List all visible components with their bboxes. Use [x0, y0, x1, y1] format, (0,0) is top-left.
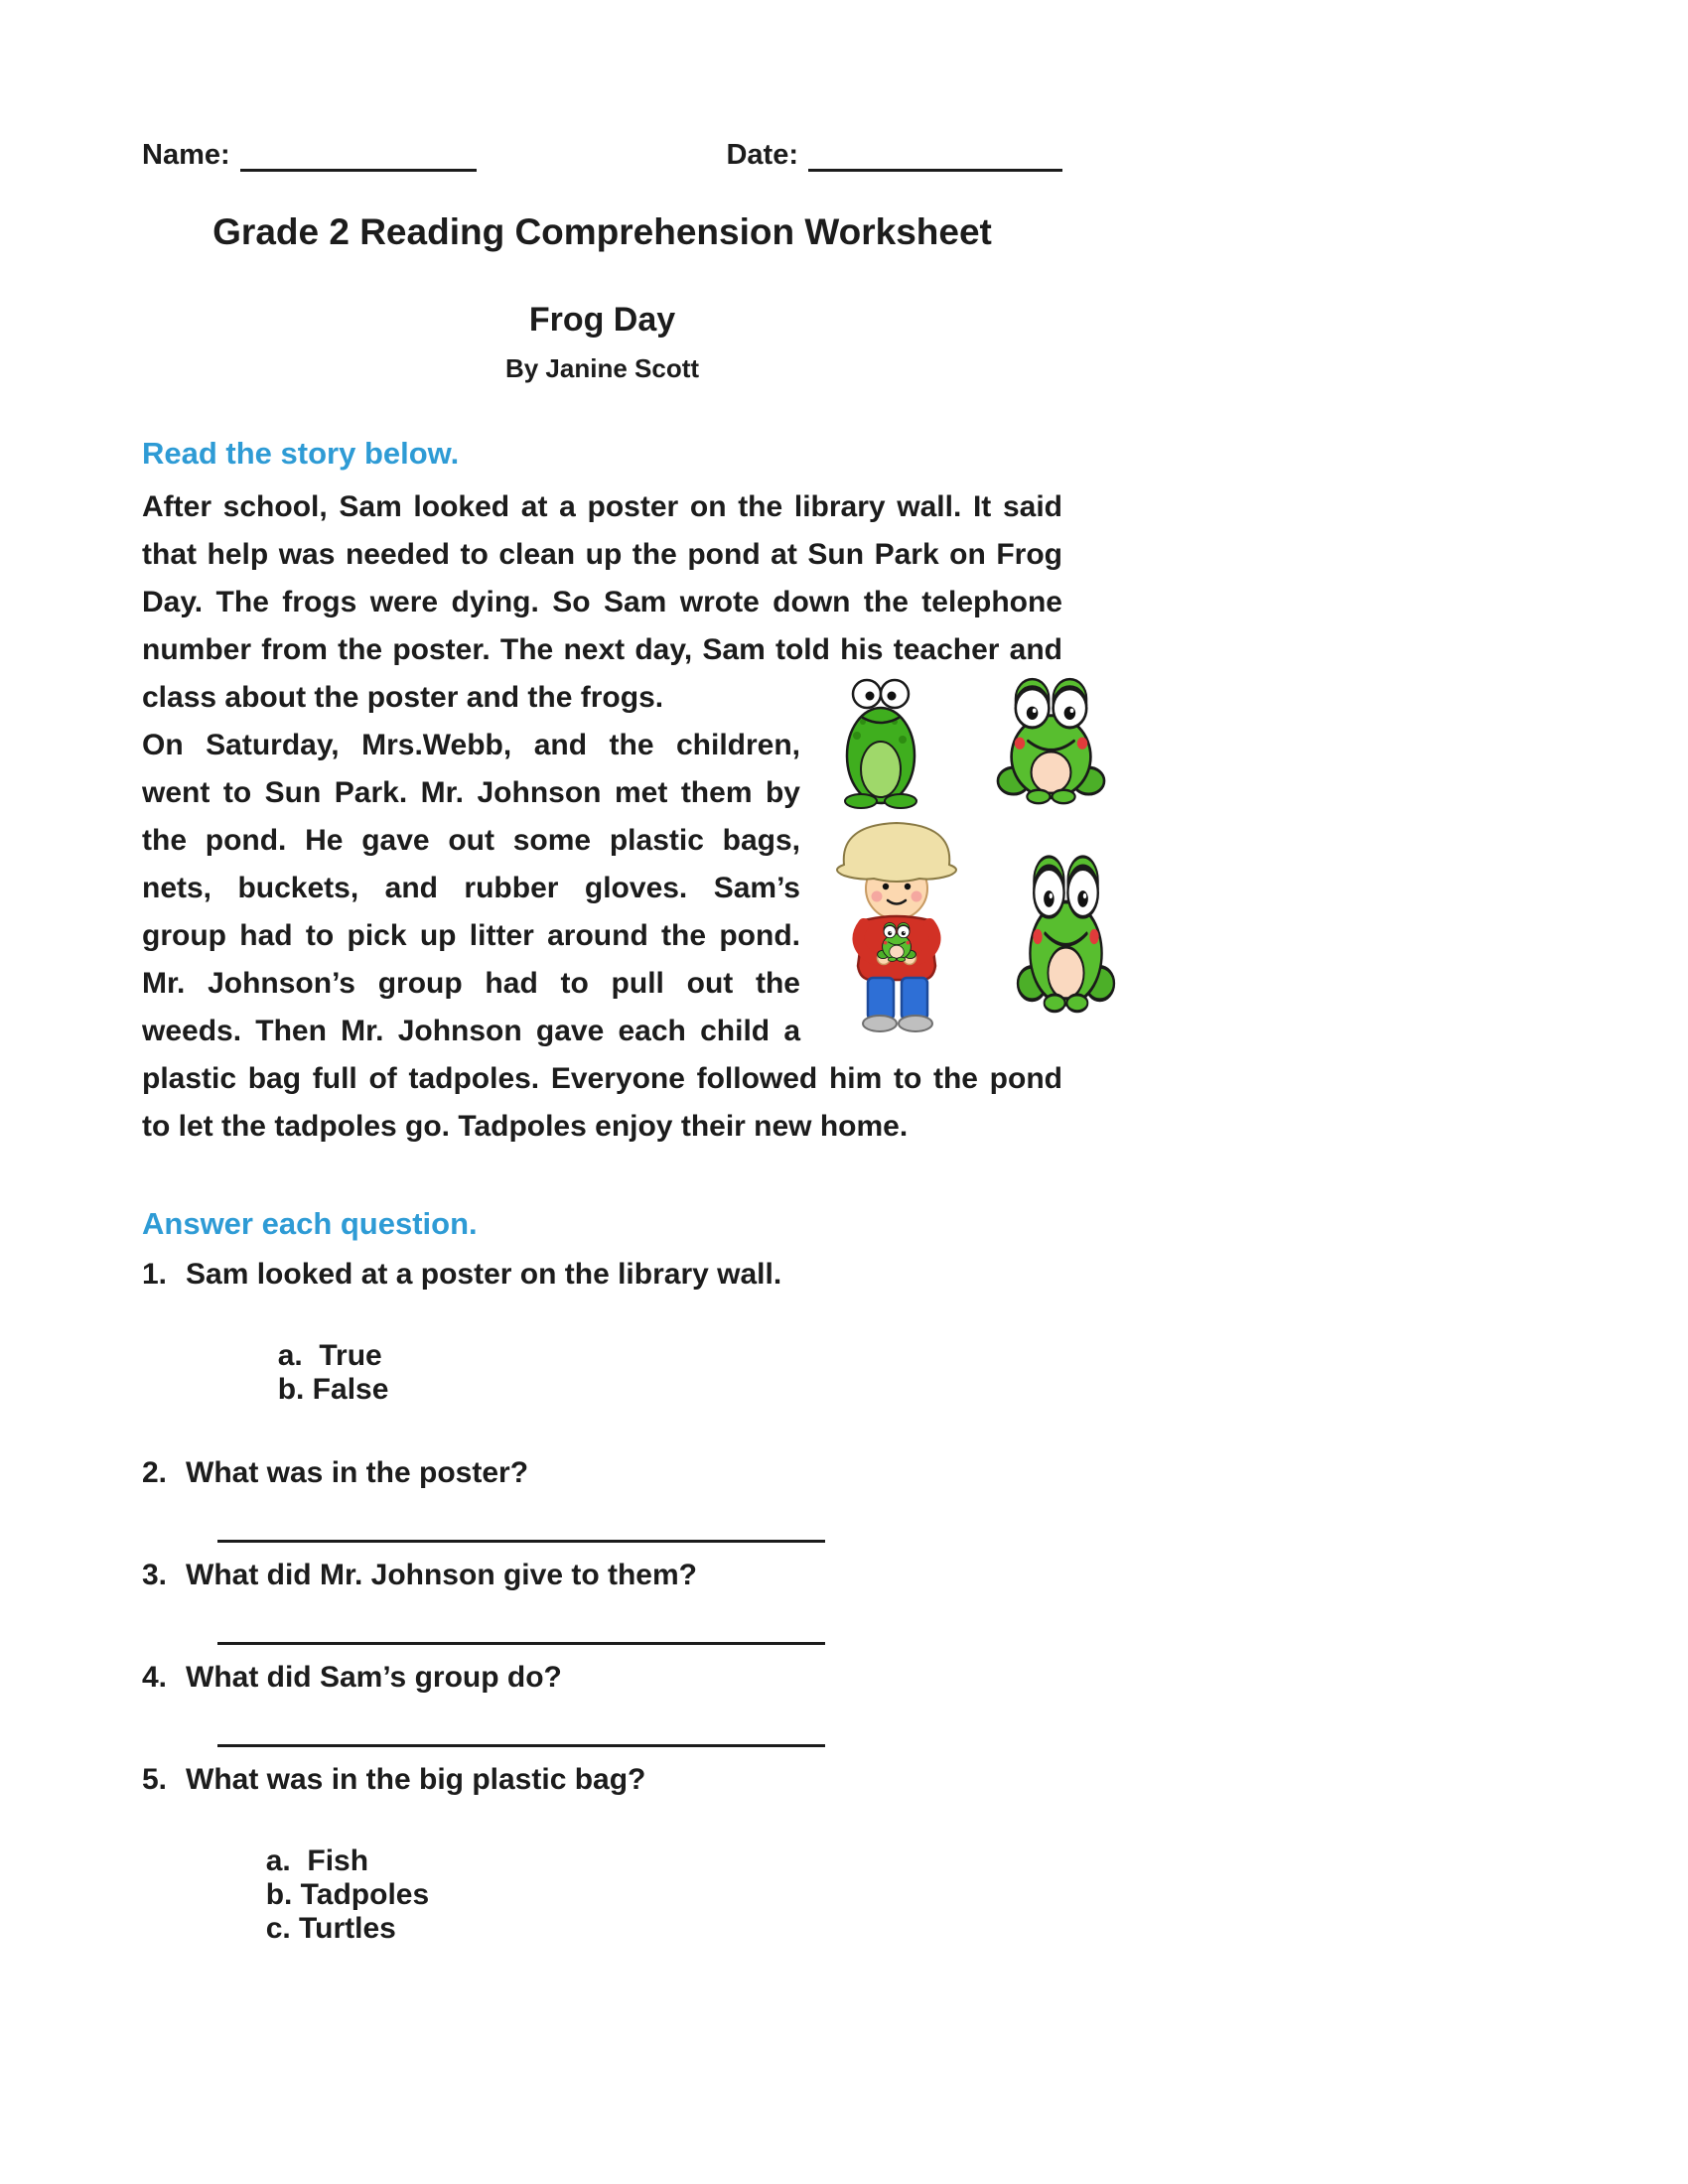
- story-text-part1: After school, Sam looked at a poster on the library wall. It said that help was needed to clean up the pond at Sun Park on Frog Day. The frogs were dying. So Sam wrote down the telephone number from the poster. The next day, Sam told his teacher and class about the poster and the frogs.: [142, 490, 1062, 714]
- question-1-option-b: b. False: [277, 1373, 389, 1406]
- question-4-answer-line: [217, 1742, 825, 1747]
- worksheet-page: [142, 139, 1062, 1979]
- sitting-frog-illustration-bottom: [1018, 857, 1114, 1012]
- question-list: [142, 1258, 1062, 1979]
- question-1-option-a: a. True: [277, 1339, 382, 1372]
- question-4-text: What did Sam’s group do?: [186, 1661, 562, 1694]
- name-group: [142, 139, 477, 172]
- date-blank-line: [808, 143, 1062, 172]
- question-1-text: Sam looked at a poster on the library wall.: [186, 1258, 782, 1291]
- question-2: [142, 1456, 1062, 1543]
- question-3-answer-line: [217, 1640, 825, 1645]
- question-1-number: 1.: [142, 1258, 168, 1291]
- story-text-part2: On Saturday, Mrs.Webb, and the children, went to Sun Park. Mr. Johnson met them by the pond. He gave out some plastic bags, nets, buckets, and rubber gloves. Sam’s group had to pick up litter around the pond. Mr. Johnson’s group had to pull out the weeds. Then Mr. Johnson gave each child a plastic bag full of tadpoles. Everyone followed him to the pond to let the tadpoles go. Tadpoles enjoy their new home.: [142, 729, 1062, 1143]
- question-3-text: What did Mr. Johnson give to them?: [186, 1559, 697, 1591]
- question-5-options: [142, 1811, 1062, 1979]
- standing-frog-illustration: [845, 680, 916, 808]
- boy-holding-frog-illustration: [837, 823, 956, 1031]
- story-title: Frog Day: [528, 301, 676, 339]
- sitting-frog-illustration-top: [998, 679, 1104, 803]
- question-4: [142, 1661, 1062, 1747]
- name-date-row: [142, 139, 1062, 172]
- question-5-option-a: a. Fish: [265, 1844, 369, 1877]
- name-blank-line: [240, 143, 477, 172]
- question-2-answer-line: [217, 1538, 825, 1543]
- date-label: Date:: [726, 139, 798, 171]
- question-1-options: [142, 1305, 1062, 1440]
- answer-questions-heading: Answer each question.: [142, 1206, 478, 1241]
- story-byline: By Janine Scott: [504, 353, 700, 383]
- question-2-text: What was in the poster?: [186, 1456, 529, 1489]
- question-5-text: What was in the big plastic bag?: [186, 1763, 646, 1796]
- story-paragraph-2: [142, 722, 1062, 1151]
- question-1: [142, 1258, 1062, 1440]
- question-5: [142, 1763, 1062, 1979]
- question-5-option-c: c. Turtles: [265, 1912, 396, 1945]
- question-5-number: 5.: [142, 1763, 168, 1796]
- page-title: Grade 2 Reading Comprehension Worksheet: [212, 211, 992, 252]
- question-5-option-b: b. Tadpoles: [265, 1878, 430, 1911]
- frogs-clipart: [822, 676, 1120, 1038]
- date-group: [726, 139, 1062, 172]
- question-3: [142, 1559, 1062, 1645]
- question-3-number: 3.: [142, 1559, 168, 1591]
- name-label: Name:: [142, 139, 230, 171]
- question-2-number: 2.: [142, 1456, 168, 1489]
- read-story-heading: Read the story below.: [142, 436, 460, 471]
- question-4-number: 4.: [142, 1661, 168, 1694]
